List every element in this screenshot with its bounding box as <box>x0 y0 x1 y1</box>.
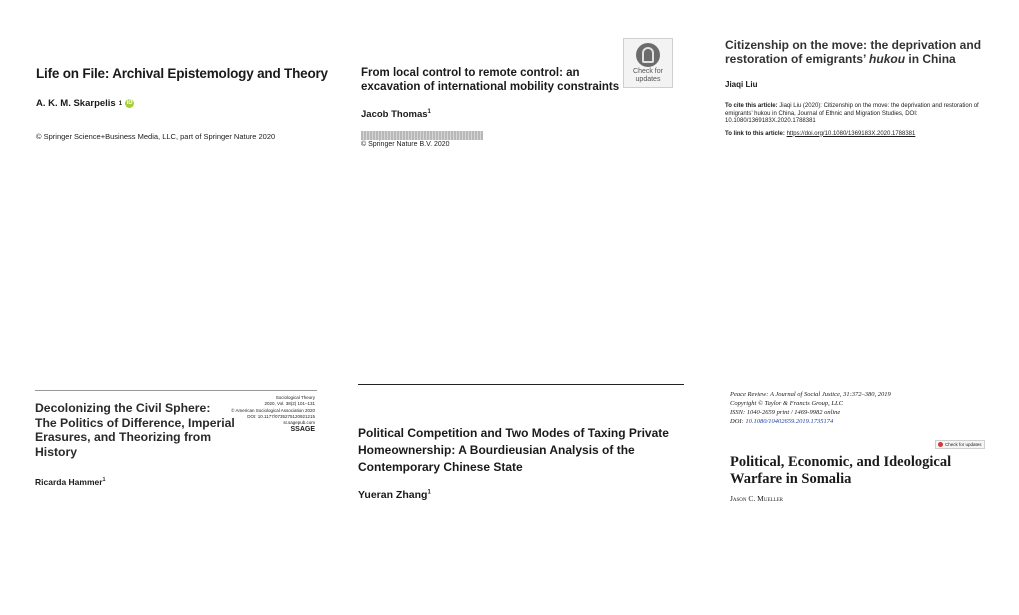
paper-title <box>725 38 995 66</box>
journal-meta <box>231 395 315 434</box>
article-link-block <box>725 131 995 137</box>
author-name: Jacob Thomas <box>361 109 428 121</box>
title-part-1: Citizenship on the move: the deprivation and restoration of emigrants’ <box>725 38 982 66</box>
paper-title: Political, Economic, and Ideological Warfare in Somalia <box>730 454 952 487</box>
author-affiliation-marker: 1 <box>102 477 106 484</box>
journal-meta-line: © American Sociological Association 2020 <box>231 407 315 413</box>
top-rule <box>358 384 684 385</box>
journal-meta-line <box>730 417 990 426</box>
cite-text: Jiaqi Liu (2020): Citizenship on the move: the deprivation and restoration of emigrants’ hukou in China, Journal of Ethnic and Migration Studies, DOI: 10.1080/1369183X.2020.1788381 <box>725 103 979 124</box>
paper-card-mueller <box>730 390 990 503</box>
badge-label: Check for updates <box>945 442 982 447</box>
redacted-bar <box>361 131 483 140</box>
update-icon <box>938 442 943 447</box>
check-for-updates-badge[interactable] <box>623 38 673 88</box>
copyright-line: © Springer Nature B.V. 2020 <box>361 141 450 149</box>
badge-label-1: Check for <box>633 68 663 75</box>
doi-link[interactable]: 10.1080/10402659.2019.1735174 <box>745 418 834 425</box>
doi-label: DOI: <box>730 418 746 425</box>
top-rule <box>35 390 317 391</box>
paper-card-hammer <box>35 390 317 487</box>
title-part-2: in China <box>905 52 956 66</box>
journal-meta <box>730 390 990 426</box>
author-name: Ricarda Hammer <box>35 477 103 487</box>
check-for-updates-badge[interactable] <box>935 440 985 449</box>
author-name: A. K. M. Skarpelis <box>36 98 116 109</box>
paper-author: Jason C. Mueller <box>730 494 783 503</box>
journal-meta-line: Sociological Theory <box>275 395 315 400</box>
paper-title: Political Competition and Two Modes of Taxing Private Homeownership: A Bourdieusian Analysis of the Contemporary Chinese State <box>358 426 669 474</box>
publisher-logo: SSAGE <box>290 426 315 434</box>
paper-title: Decolonizing the Civil Sphere: The Politics of Difference, Imperial Erasures, and Theorizing from History <box>35 401 235 459</box>
title-italic: hukou <box>869 52 906 66</box>
paper-title: From local control to remote control: an excavation of international mobility constraints <box>361 67 620 93</box>
orcid-icon[interactable]: iD <box>126 100 133 106</box>
journal-meta-line: Peace Review: A Journal of Social Justice, 31:372–380, 2019 <box>730 391 891 398</box>
author-affiliation-marker: 1 <box>427 489 431 496</box>
journal-meta-line: Copyright © Taylor & Francis Group, LLC <box>730 400 843 407</box>
link-label: To link to this article: <box>725 130 785 137</box>
citation-block <box>725 103 995 126</box>
paper-card-liu <box>725 38 995 137</box>
journal-meta-line: 2020, Vol. 38(2) 101–131 <box>264 401 315 407</box>
journal-meta-line: ISSN: 1040-2659 print / 1469-9982 online <box>730 409 841 416</box>
journal-meta-line: st.sagepub.com <box>283 420 315 426</box>
paper-title: Life on File: Archival Epistemology and Theory <box>36 66 328 81</box>
author-affiliation-marker: 1 <box>427 109 431 115</box>
paper-card-skarpelis <box>36 66 336 141</box>
paper-author <box>361 109 681 120</box>
bookmark-icon <box>636 43 660 67</box>
badge-label-2: updates <box>635 76 661 83</box>
author-name: Yueran Zhang <box>358 489 428 501</box>
author-affiliation-marker: 1 <box>118 100 123 107</box>
paper-author <box>358 489 684 501</box>
doi-link[interactable]: https://doi.org/10.1080/1369183X.2020.1788381 <box>786 130 916 137</box>
paper-author <box>36 98 336 109</box>
paper-author: Jiaqi Liu <box>725 80 758 89</box>
paper-author <box>35 477 317 487</box>
copyright-line: © Springer Science+Business Media, LLC, part of Springer Nature 2020 <box>36 132 276 141</box>
paper-card-zhang <box>358 384 684 501</box>
cite-label: To cite this article: <box>725 103 778 109</box>
journal-meta-line: DOI: 10.1177/0735275120921215 <box>247 413 315 419</box>
